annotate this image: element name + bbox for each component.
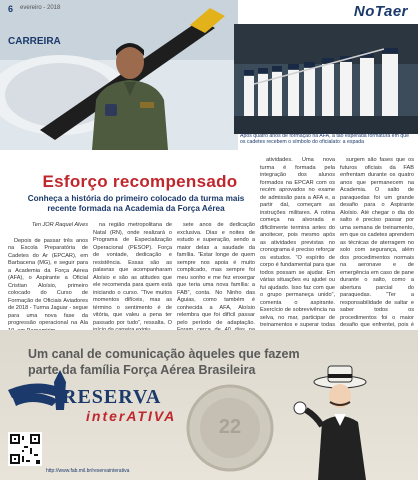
issue-date: evereiro - 2018	[20, 5, 61, 11]
svg-text:22: 22	[218, 416, 242, 438]
article-paragraph: sete anos de dedicação exclusiva. Dias e noites de estudo e superação, sendo a maior delas a saudade da família. “Estar longe de quem sempre nos apoia é muito complicado, mas sempre foi meu sonho e me fez enxergar que teria uma nova família: a FAB”, conta. No Ninho das Águias, como também é conhecida a AFA, Aloísio relembra que foi difícil passar pelo período de adaptação.	[177, 222, 255, 326]
page-number: 6	[8, 4, 14, 14]
magazine-brand: NoTaer	[353, 3, 408, 20]
article-column-2	[93, 222, 172, 335]
article-paragraph: na região metropolitana de Natal (RN), onde realizará o Programa de Especialização Operacional (PESOP). Força de vontade, dedicação e resistência. Essas são as palavras que acompanharam Aloísio e são as atitudes que ele recomenda para quem está iniciando o curso. “Tive muitos momentos difíceis, mas as término o sentimento é de vitória, que valeu a pena ter passado por tudo”, ressalta. O	[93, 222, 172, 326]
article-column-4	[260, 157, 335, 337]
photo-caption: Após quatro anos de formação na AFA, a tão esperada formatura em que os cadetes recebem o símbolo do oficialato: a espada	[240, 133, 409, 146]
qr-code-icon[interactable]	[8, 432, 42, 466]
reserva-logo-text: RESERVA	[62, 386, 162, 408]
article-column-3	[177, 222, 255, 342]
article-column-1	[8, 222, 88, 335]
article-column-5	[340, 157, 414, 352]
section-label: CARREIRA	[8, 36, 61, 47]
ceremony-photo	[234, 24, 418, 134]
pilot-photo	[0, 0, 238, 150]
article-paragraph: Depois de passar três anos na Escola Preparatória de Cadetes do Ar (EPCAR), em Barbacena (MG), e seguir para a Academia da Força Aérea (AFA), o Aspirante a Oficial Cristian Aloísio, primeiro colocado do Curso de Formação de Oficiais Aviadores de 2018 - Turma Jaguar - segue para uma nova fase da progressão operacional na Ala	[8, 237, 88, 326]
interativa-logo-text: interATIVA	[86, 408, 177, 424]
banner-title: Um canal de comunicação àqueles que fazem parte da família Força Aérea Brasileira	[28, 347, 300, 377]
article-headline: Esforço recompensado	[42, 172, 238, 191]
banner-url-link[interactable]: http://www.fab.mil.br/reservainterativa	[46, 468, 130, 474]
article-paragraph: surgem são fases que os futuros oficiais da FAB enfrentam durante os quatro anos que permanecem na Academia. O salto de paraquedas foi um grande desafio para o Aspirante Aloísio. Até chegar o dia do salto é preciso passar por uma semana de treinamento, em que os cadetes aprendem as técnicas de aterragem no solo com segurança, além dos procedimentos normais na aeronave e de emergência em caso de pane durante o salto, como a abertura parcial do paraquedas. “Ter a responsabilidade de saltar e saber todos os procedimentos foi o maior desafio que enfrentei, pois é	[340, 157, 415, 328]
article-paragraph: atividades. Uma nova turma é formada pela integração dos alunos formados na EPCAR com os recém aprovados no exame de admissão para a AFA e, a partir daí, começam as instruções militares. A rotina começa na alvorada e dificilmente termina antes do anoitecer, pois mesmo após as atividades previstas no cronograma é preciso reforçar os estudos. “O espírito de corpo é fundamental para que todos possam se ajudar. Em várias situações eu ajudei ou fui ajudado. Isso faz com que o grupo permaneça unido”, comenta o aspirante. Exercício de sobrevivência na selva, no mar, participar de treinamentos e superar todas	[260, 157, 335, 328]
article-subheadline: Conheça a história do primeiro colocado da turma mais recente formada na Academia da Força Aérea	[27, 194, 245, 213]
article-byline: Ten JOR Raquel Alves	[31, 222, 88, 228]
